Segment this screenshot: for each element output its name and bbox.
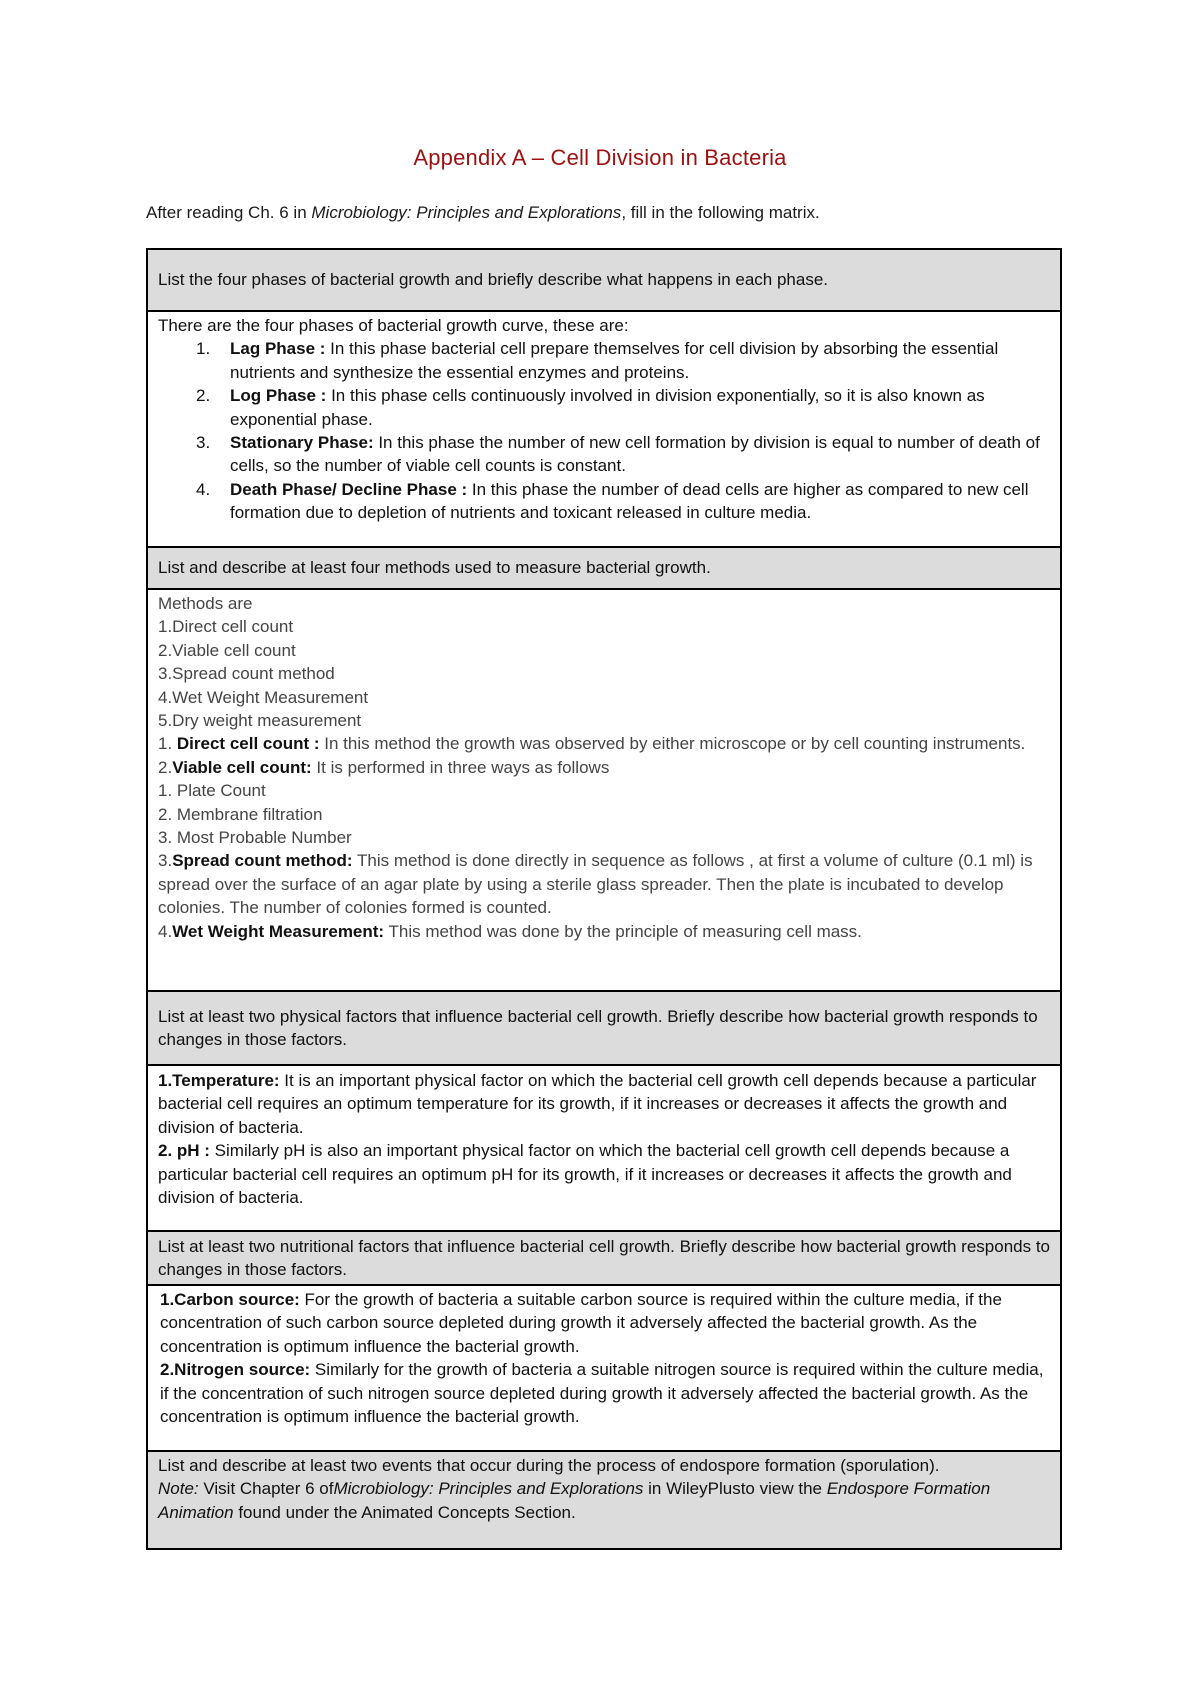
question-nutritional-factors: List at least two nutritional factors that influence bacterial cell growth. Briefly describe how bacterial growth responds to changes in those factors. [148, 1232, 1060, 1286]
intro-text: After reading Ch. 6 in Microbiology: Principles and Explorations, fill in the following matrix. [146, 203, 820, 222]
answer-nutritional-factors[interactable]: 1.Carbon source: For the growth of bacteria a suitable carbon source is required within the culture media, if the concentration of such carbon source depleted during growth it adversely affected the bacterial growth. As the concentration is optimum influence the bacterial growth. 2.Nitrogen source: Similarly for the growth of bacteria a suitable nitrogen source is required within the culture media, if the concentration of such nitrogen source depleted during growth it adversely affected the bacterial growth. As the concentration is optimum influence the bacterial growth. [148, 1286, 1060, 1452]
page-title: Appendix A – Cell Division in Bacteria [413, 145, 787, 170]
book-title: Microbiology: Principles and Explorations [333, 1479, 644, 1499]
list-item: 2. Log Phase : In this phase cells continuously involved in division exponentially, so it is also known as exponential phase. [196, 386, 985, 429]
list-item: 4. Death Phase/ Decline Phase : In this phase the number of dead cells are higher as compared to new cell formation due to depletion of nutrients and toxicant released in culture media. [196, 479, 1029, 523]
phase-list [158, 337, 1050, 524]
question-growth-phases: List the four phases of bacterial growth and briefly describe what happens in each phase. [148, 250, 1060, 312]
answer-growth-phases[interactable]: There are the four phases of bacterial growth curve, these are: 1. Lag Phase : In this phase bacterial cell prepare themselves for cell division by absorbing the essential nutrients and synthesize the essential enzymes and proteins. 2. Log Phase : In this phase cells continuously involved in division exponentially, so it is also known as exponential phase. 3. Stationary Phase: In this phase the number of new cell formation by division is equal to number of death of cells, so the number of viable cell counts is constant. 4. Death Phase/ Decline Phase : In this phase the number of dead cells are higher as compared to new cell formation due to depletion of nutrients and toxicant released in culture media. [148, 312, 1060, 548]
list-item: 1. Lag Phase : In this phase bacterial cell prepare themselves for cell division by absorbing the essential nutrients and synthesize the essential enzymes and proteins. [196, 339, 999, 382]
question-physical-factors: List at least two physical factors that influence bacterial cell growth. Briefly describe how bacterial growth responds to changes in those factors. [148, 992, 1060, 1066]
answer-measurement-methods[interactable]: Methods are 1.Direct cell count 2.Viable cell count 3.Spread count method 4.Wet Weight Measurement 5.Dry weight measurement 1. Direct cell count : In this method the growth was observed by either microscope or by cell counting instruments. 2.Viable cell count: It is performed in three ways as follows 1. Plate Count 2. Membrane filtration 3. Most Probable Number 3.Spread count method: This method is done directly in sequence as follows , at first a volume of culture (0.1 ml) is spread over the surface of an agar plate by using a sterile glass spreader. Then the plate is incubated to develop colonies. The number of colonies formed is counted. 4.Wet Weight Measurement: This method was done by the principle of measuring cell mass. [148, 590, 1060, 992]
book-title: Microbiology: Principles and Explorations [311, 203, 622, 222]
answer-physical-factors[interactable]: 1.Temperature: It is an important physical factor on which the bacterial cell growth cell depends because a particular bacterial cell requires an optimum temperature for its growth, if it increases or decreases it affects the growth and division of bacteria. 2. pH : Similarly pH is also an important physical factor on which the bacterial cell growth cell depends because a particular bacterial cell requires an optimum pH for its growth, if it increases or decreases it affects the growth and division of bacteria. [148, 1066, 1060, 1232]
question-measurement-methods: List and describe at least four methods used to measure bacterial growth. [148, 548, 1060, 590]
question-endospore-formation: List and describe at least two events that occur during the process of endospore formation (sporulation). Note: Visit Chapter 6 ofMicrobiology: Principles and Explorations in WileyPlusto view the Endospore Formation Animation found under the Animated Concepts Section. [148, 1452, 1060, 1550]
matrix-table [146, 248, 1062, 1550]
list-item: 3. Stationary Phase: In this phase the number of new cell formation by division is equal to number of death of cells, so the number of viable cell counts is constant. [196, 433, 1040, 476]
